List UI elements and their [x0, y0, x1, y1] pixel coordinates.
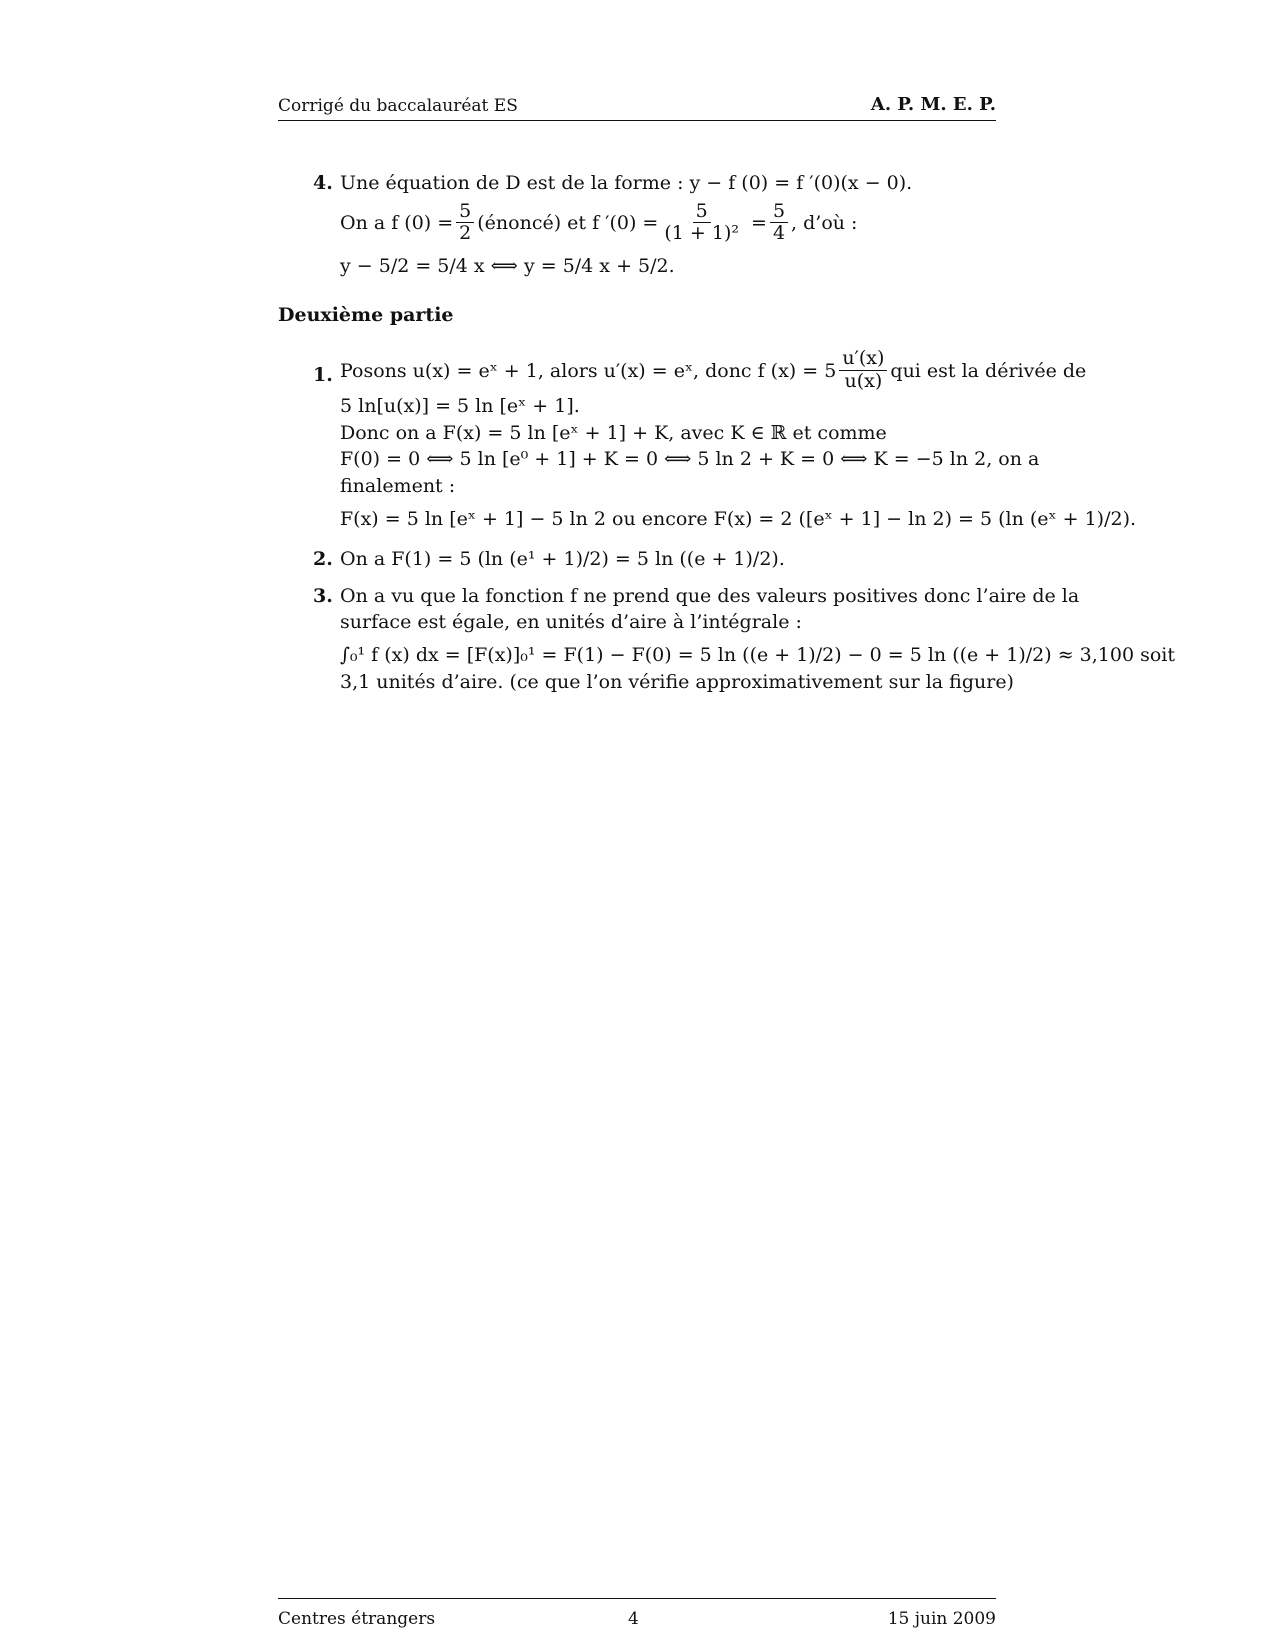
item-number: 1.	[313, 364, 333, 387]
header-publisher: A. P. M. E. P.	[870, 94, 996, 115]
page-number: 4	[628, 1609, 639, 1629]
item-4	[278, 170, 996, 280]
footer-left: Centres étrangers	[278, 1609, 436, 1629]
text-line: On a F(1) = 5 (ln (e¹ + 1)/2) = 5 ln ((e + 1)/2).	[340, 548, 785, 571]
fraction	[839, 348, 887, 393]
numerator: u′(x)	[839, 348, 887, 371]
footer-date: 15 juin 2009	[887, 1609, 996, 1629]
section-heading: Deuxième partie	[278, 303, 454, 326]
page-header	[278, 94, 996, 121]
text-fragment: On a f (0) =	[340, 211, 454, 234]
integral-line: ∫₀¹ f (x) dx = [F(x)]₀¹ = F(1) − F(0) = 5 ln ((e + 1)/2) − 0 = 5 ln ((e + 1)/2) ≈ 3,100 soit	[340, 643, 1175, 666]
text-fragment: qui est la dérivée de	[890, 359, 1087, 382]
equation-line: Une équation de D est de la forme : y − f (0) = f ′(0)(x − 0).	[340, 172, 913, 194]
values-line: On a f (0) = $\frac{5}{2}$ (énoncé) et f ′(0) = $\frac{5}{\text{(1 + 1)²}}$ = $\frac{5}{4}$ , d’où :	[340, 199, 858, 245]
item-number: 3.	[313, 584, 333, 607]
text-line: 5 ln[u(x)] = 5 ln [eˣ + 1].	[340, 395, 580, 418]
denominator: u(x)	[844, 370, 883, 393]
fraction	[661, 201, 742, 246]
fraction	[770, 201, 788, 246]
definition-line	[340, 347, 1087, 393]
header-title: Corrigé du baccalauréat ES	[278, 96, 518, 116]
numerator: 5	[456, 201, 474, 224]
text-fragment: (énoncé) et f ′(0) =	[477, 211, 659, 234]
denominator: (1 + 1)²	[664, 222, 739, 245]
text-line: surface est égale, en unités d’aire à l’intégrale :	[340, 611, 802, 634]
text-line: finalement :	[340, 474, 456, 497]
text-fragment: Posons u(x) = eˣ + 1, alors u′(x) = eˣ, donc f (x) = 5	[340, 359, 837, 382]
item-number: 4.	[313, 172, 333, 194]
item-2	[278, 546, 996, 573]
page-footer	[278, 1598, 996, 1629]
result-line: F(x) = 5 ln [eˣ + 1] − 5 ln 2 ou encore F(x) = 2 ([eˣ + 1] − ln 2) = 5 (ln (eˣ + 1)/2).	[340, 507, 1137, 530]
item-3	[278, 583, 1175, 695]
text-line: On a vu que la fonction f ne prend que des valeurs positives donc l’aire de la	[340, 584, 1080, 607]
text-line: F(0) = 0 ⟺ 5 ln [e⁰ + 1] + K = 0 ⟺ 5 ln 2 + K = 0 ⟺ K = −5 ln 2, on a	[340, 448, 1040, 471]
text-line: 3,1 unités d’aire. (ce que l’on vérifie approximativement sur la figure)	[340, 670, 1014, 693]
denominator: 2	[459, 222, 472, 245]
denominator: 4	[772, 222, 786, 245]
numerator: 5	[693, 201, 711, 224]
text-line: Donc on a F(x) = 5 ln [eˣ + 1] + K, avec K ∈ ℝ et comme	[340, 421, 887, 444]
document-body	[278, 170, 1175, 695]
tangent-equation: y − 5/2 = 5/4 x ⟺ y = 5/4 x + 5/2.	[340, 255, 675, 278]
item-number: 2.	[313, 548, 333, 571]
numerator: 5	[770, 201, 788, 224]
text-fragment: , d’où :	[791, 211, 858, 234]
fraction	[456, 201, 474, 246]
item-1	[278, 347, 1137, 532]
